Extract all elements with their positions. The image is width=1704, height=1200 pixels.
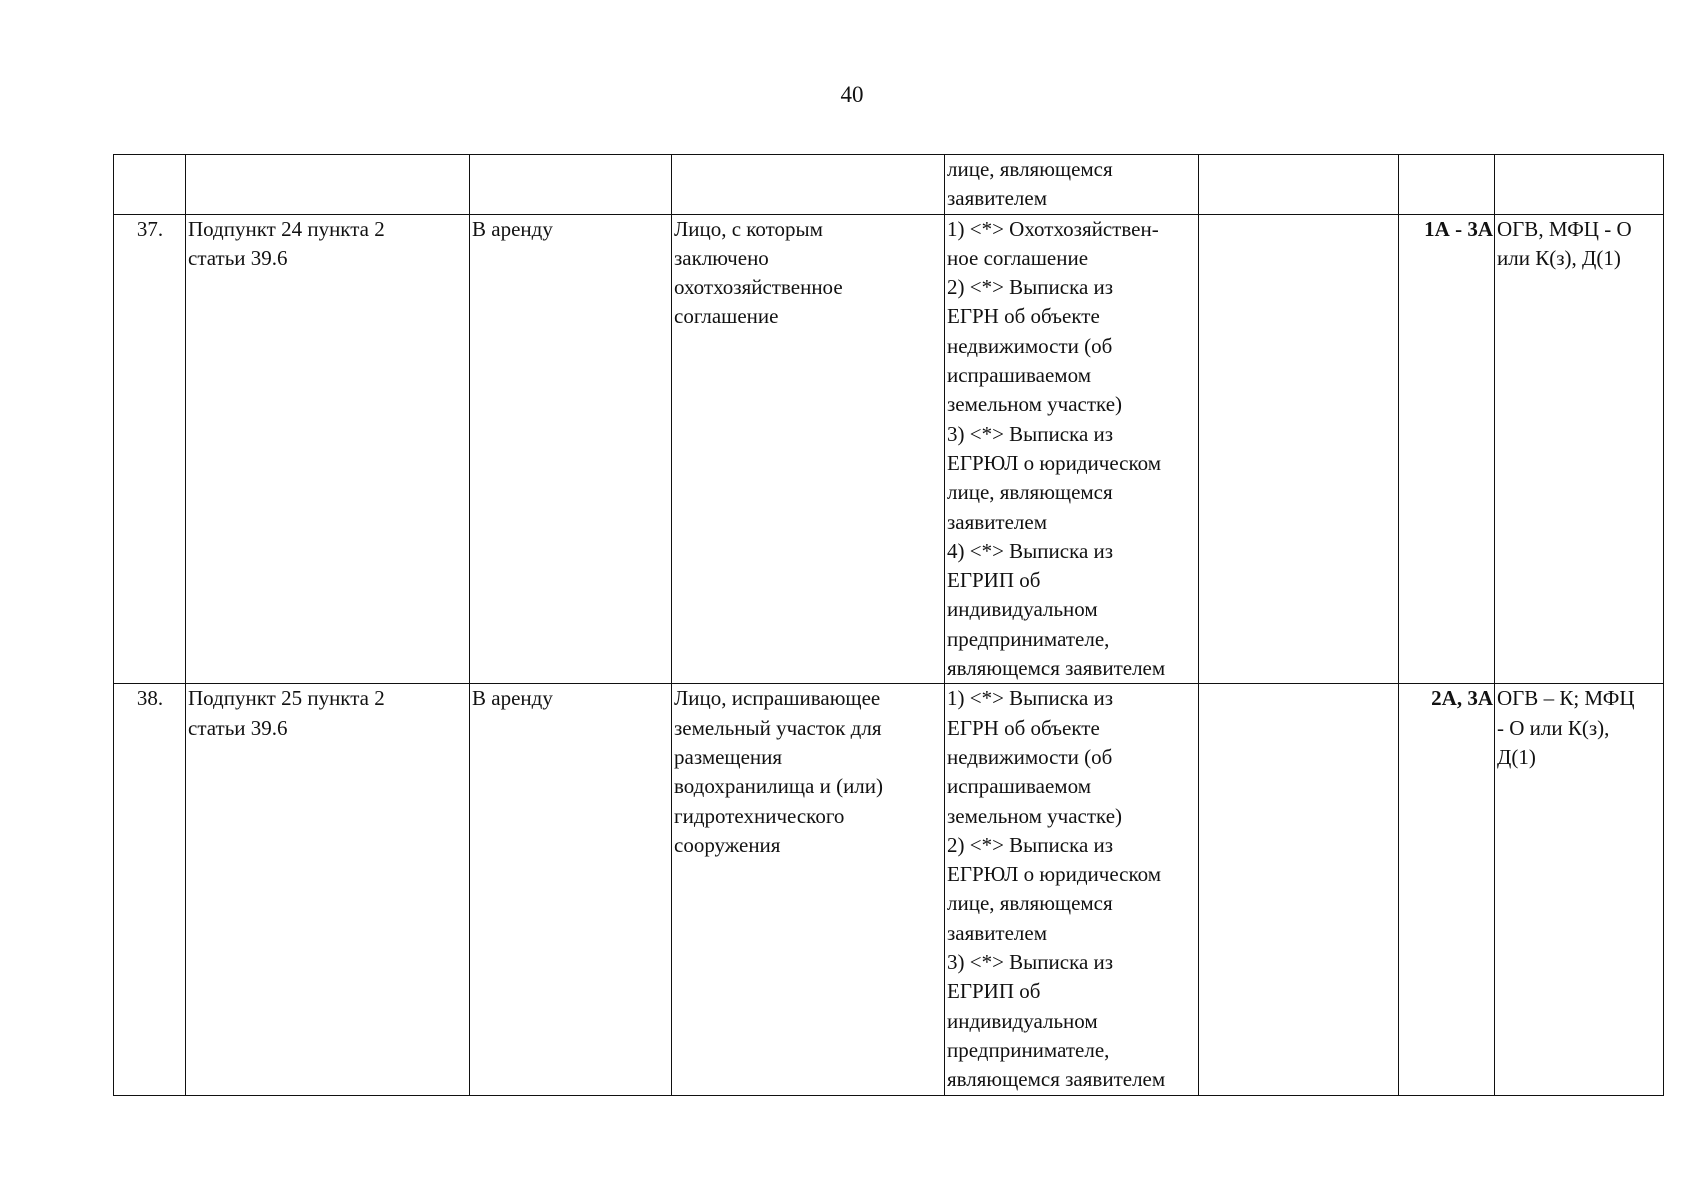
- cell-documents: [945, 684, 1199, 1095]
- text-line: ЕГРЮЛ о юридическом: [947, 862, 1162, 887]
- text-line: ЕГРИП об: [947, 568, 1041, 593]
- text-line: ОГВ – К; МФЦ: [1497, 686, 1635, 711]
- cell-basis: [186, 155, 470, 215]
- document-table: [113, 154, 1664, 1096]
- text-line: - О или К(з),: [1497, 715, 1610, 740]
- text-line: заключено: [674, 245, 769, 270]
- text-line: 2) <*> Выписка из: [947, 275, 1114, 300]
- cell-extra: [1199, 155, 1399, 215]
- cell-applicant: [672, 684, 945, 1095]
- text-line: земельный участок для: [674, 715, 882, 740]
- text-line: водохранилища и (или): [674, 774, 884, 799]
- cell-category: 2А, 3А: [1399, 684, 1495, 1095]
- cell-method: [1495, 214, 1664, 684]
- text-line: заявителем: [947, 186, 1048, 211]
- text-line: 1) <*> Выписка из: [947, 686, 1114, 711]
- text-line: недвижимости (об: [947, 744, 1113, 769]
- text-line: ЕГРН об объекте: [947, 304, 1100, 329]
- text-line: 3) <*> Выписка из: [947, 421, 1114, 446]
- text-line: гидротехнического: [674, 803, 845, 828]
- text-line: охотхозяйственное: [674, 275, 843, 300]
- text-line: предпринимателе,: [947, 626, 1110, 651]
- text-line: являющемся заявителем: [947, 656, 1166, 681]
- cell-category: [1399, 155, 1495, 215]
- text-line: предпринимателе,: [947, 1037, 1110, 1062]
- page-number: 40: [840, 82, 864, 107]
- text-line: или К(з), Д(1): [1497, 245, 1621, 270]
- cell-basis: [186, 214, 470, 684]
- text-line: заявителем: [947, 920, 1048, 945]
- text-line: ЕГРЮЛ о юридическом: [947, 450, 1162, 475]
- text-line: 4) <*> Выписка из: [947, 538, 1114, 563]
- cell-category: 1А - 3А: [1399, 214, 1495, 684]
- text-line: Лицо, с которым: [674, 216, 823, 241]
- cell-method: [1495, 155, 1664, 215]
- table-row: [114, 684, 1664, 1095]
- text-line: сооружения: [674, 832, 781, 857]
- text-line: 3) <*> Выписка из: [947, 950, 1114, 975]
- cell-documents: [945, 214, 1199, 684]
- text-line: лице, являющемся: [947, 891, 1113, 916]
- text-line: недвижимости (об: [947, 333, 1113, 358]
- text-line: 1) <*> Охотхозяйствен-: [947, 216, 1159, 241]
- text-line: ное соглашение: [947, 245, 1089, 270]
- text-line: ОГВ, МФЦ - О: [1497, 216, 1632, 241]
- cell-num: 37.: [114, 214, 186, 684]
- cell-extra: [1199, 214, 1399, 684]
- text-line: Подпункт 25 пункта 2: [188, 686, 385, 711]
- text-line: земельном участке): [947, 803, 1123, 828]
- text-line: индивидуальном: [947, 1008, 1098, 1033]
- cell-applicant: [672, 214, 945, 684]
- text-line: статьи 39.6: [188, 245, 288, 270]
- cell-num: [114, 155, 186, 215]
- text-line: ЕГРН об объекте: [947, 715, 1100, 740]
- text-line: заявителем: [947, 509, 1048, 534]
- text-line: статьи 39.6: [188, 715, 288, 740]
- text-line: 2) <*> Выписка из: [947, 832, 1114, 857]
- text-line: лице, являющемся: [947, 157, 1113, 181]
- cell-right: В аренду: [470, 684, 672, 1095]
- cell-extra: [1199, 684, 1399, 1095]
- cell-applicant: [672, 155, 945, 215]
- text-line: Лицо, испрашивающее: [674, 686, 881, 711]
- cell-basis: [186, 684, 470, 1095]
- cell-num: 38.: [114, 684, 186, 1095]
- text-line: испрашиваемом: [947, 774, 1091, 799]
- text-line: испрашиваемом: [947, 363, 1091, 388]
- table-row: [114, 214, 1664, 684]
- cell-documents: [945, 155, 1199, 215]
- text-line: Д(1): [1497, 744, 1536, 769]
- text-line: индивидуальном: [947, 597, 1098, 622]
- cell-right: [470, 155, 672, 215]
- cell-right: В аренду: [470, 214, 672, 684]
- table-row-continuation: [114, 155, 1664, 215]
- text-line: соглашение: [674, 304, 779, 329]
- text-line: размещения: [674, 744, 783, 769]
- text-line: ЕГРИП об: [947, 979, 1041, 1004]
- text-line: являющемся заявителем: [947, 1067, 1166, 1092]
- text-line: лице, являющемся: [947, 480, 1113, 505]
- cell-method: [1495, 684, 1664, 1095]
- text-line: земельном участке): [947, 392, 1123, 417]
- text-line: Подпункт 24 пункта 2: [188, 216, 385, 241]
